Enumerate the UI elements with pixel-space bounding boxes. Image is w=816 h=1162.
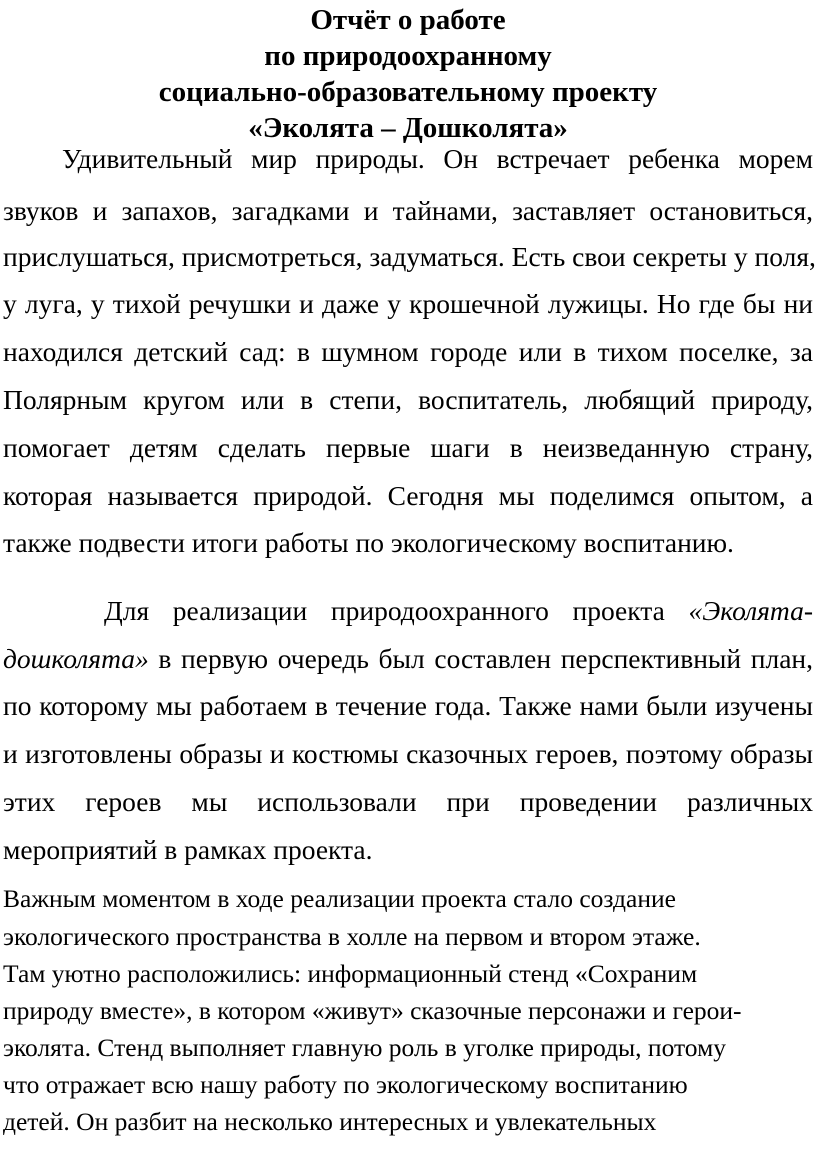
text-line: по которому мы работаем в течение года. Также нами были изучены bbox=[3, 690, 813, 721]
text-line: Полярным кругом или в степи, воспитатель, любящий природу, bbox=[3, 384, 813, 415]
text-line: также подвести итоги работы по экологическому воспитанию. bbox=[3, 527, 734, 558]
text-line: Важным моментом в ходе реализации проекта стало создание bbox=[3, 884, 676, 913]
text-line: экологического пространства в холле на первом и втором этаже. bbox=[3, 922, 701, 951]
text-line: что отражает всю нашу работу по экологическому воспитанию bbox=[3, 1070, 688, 1099]
text-line: которая называется природой. Сегодня мы поделимся опытом, а bbox=[3, 480, 813, 511]
text-fragment: в первую очередь был составлен перспективный план, bbox=[158, 643, 813, 674]
project-name-italic: «Эколята- bbox=[688, 595, 814, 626]
text-line: у луга, у тихой речушки и даже у крошечной лужицы. Но где бы ни bbox=[3, 288, 813, 319]
text-line: этих героев мы использовали при проведении различных bbox=[3, 786, 813, 817]
text-line bbox=[104, 595, 813, 627]
document-title bbox=[0, 2, 816, 146]
text-line: находился детский сад: в шумном городе или в тихом поселке, за bbox=[3, 336, 813, 367]
text-line: Там уютно расположились: информационный стенд «Сохраним bbox=[3, 959, 698, 988]
text-line: прислушаться, присмотреться, задуматься. Есть свои секреты у поля, bbox=[3, 241, 816, 272]
title-line-2: по природоохранному bbox=[264, 40, 552, 72]
title-line-4: «Эколята – Дошколята» bbox=[248, 112, 568, 144]
title-line-1: Отчёт о работе bbox=[310, 4, 506, 36]
text-line: эколята. Стенд выполняет главную роль в уголке природы, потому bbox=[3, 1033, 726, 1062]
text-fragment: Для реализации природоохранного проекта bbox=[104, 595, 665, 626]
text-line: помогает детям сделать первые шаги в неизведанную страну, bbox=[3, 432, 813, 463]
text-line: и изготовлены образы и костюмы сказочных героев, поэтому образы bbox=[3, 738, 813, 769]
text-line: Удивительный мир природы. Он встречает ребенка морем bbox=[62, 143, 813, 174]
text-line: детей. Он разбит на несколько интересных и увлекательных bbox=[3, 1107, 657, 1136]
project-name-italic: дошколята» bbox=[3, 643, 149, 674]
text-line: звуков и запахов, загадками и тайнами, заставляет остановиться, bbox=[3, 195, 813, 226]
text-line bbox=[3, 643, 813, 675]
title-line-3: социально-образовательному проекту bbox=[158, 76, 658, 108]
text-line: мероприятий в рамках проекта. bbox=[3, 834, 373, 865]
text-line: природу вместе», в котором «живут» сказочные персонажи и герои- bbox=[3, 996, 742, 1025]
